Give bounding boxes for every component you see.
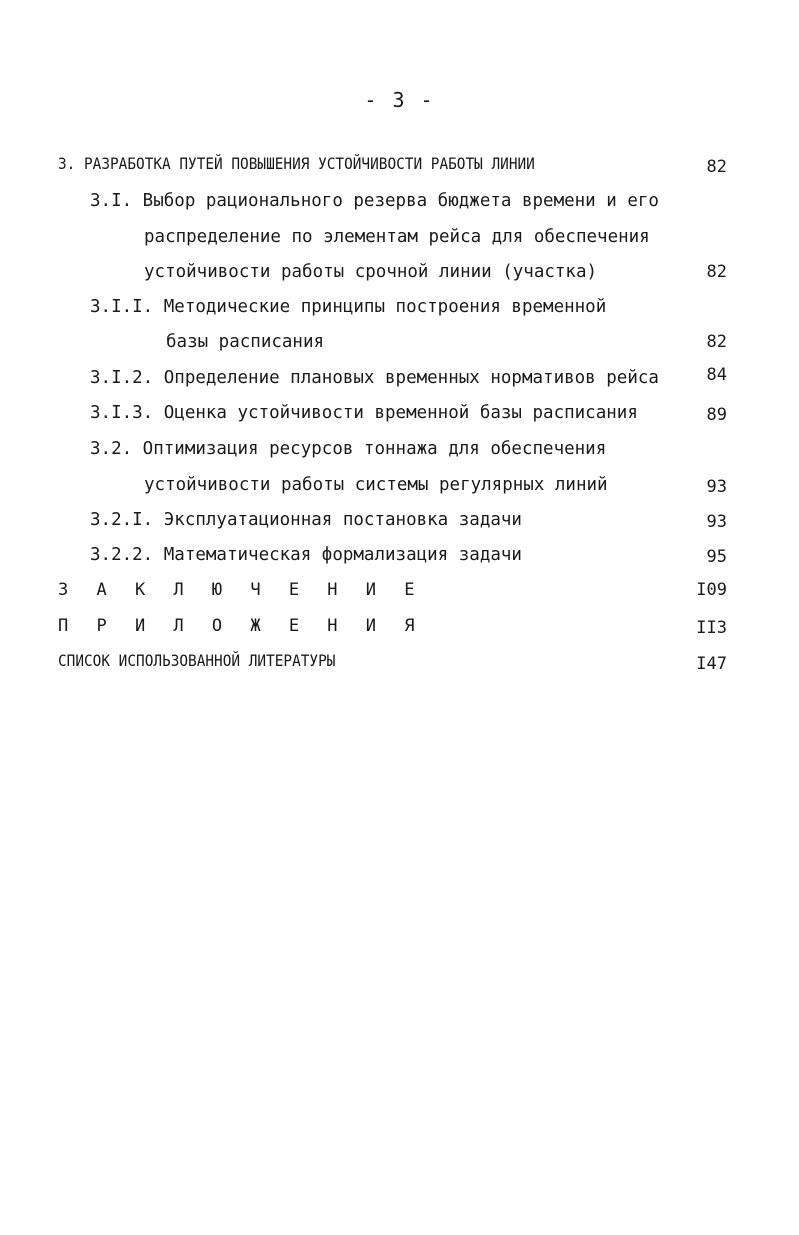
toc-entry-page: I09: [696, 580, 727, 600]
page-number: - 3 -: [364, 88, 435, 112]
toc-entry-line: устойчивости работы срочной линии (участка): [144, 262, 598, 282]
toc-entry-line: базы расписания: [166, 332, 325, 352]
toc-entry-page: II3: [696, 618, 727, 638]
toc-entry-conclusion: З А К Л Ю Ч Е Н И Е: [58, 580, 424, 600]
toc-entry-line: 3.I.2. Определение плановых временных нормативов рейса: [90, 368, 659, 388]
toc-entry-line: 3.2. Оптимизация ресурсов тоннажа для обеспечения: [90, 439, 607, 459]
toc-entry-page: 82: [706, 262, 727, 282]
toc-entry-page: 95: [706, 547, 727, 567]
toc-entry-page: 89: [706, 405, 727, 425]
toc-entry-page: 84: [706, 365, 727, 385]
toc-entry-page: 93: [706, 477, 727, 497]
toc-entry-line: 3.I.I. Методические принципы построения временной: [90, 297, 607, 317]
toc-entry-page: 82: [706, 157, 727, 177]
toc-entry-page: I47: [696, 654, 727, 674]
toc-entry-appendices: П Р И Л О Ж Е Н И Я: [58, 616, 424, 636]
toc-entry-line: устойчивости работы системы регулярных линий: [144, 475, 608, 495]
toc-entry-references: СПИСОК ИСПОЛЬЗОВАННОЙ ЛИТЕРАТУРЫ: [58, 651, 336, 670]
toc-entry-line: 3.I.3. Оценка устойчивости временной базы расписания: [90, 403, 638, 423]
toc-entry-page: 93: [706, 512, 727, 532]
toc-entry-line: 3.2.2. Математическая формализация задачи: [90, 545, 522, 565]
toc-entry-line: распределение по элементам рейса для обеспечения: [144, 227, 650, 247]
toc-entry-chapter-3-title: 3. РАЗРАБОТКА ПУТЕЙ ПОВЫШЕНИЯ УСТОЙЧИВОСТИ РАБОТЫ ЛИНИИ: [58, 154, 535, 173]
toc-entry-line: 3.I. Выбор рационального резерва бюджета времени и его: [90, 191, 659, 211]
toc-entry-line: 3.2.I. Эксплуатационная постановка задачи: [90, 510, 522, 530]
toc-entry-page: 82: [706, 332, 727, 352]
